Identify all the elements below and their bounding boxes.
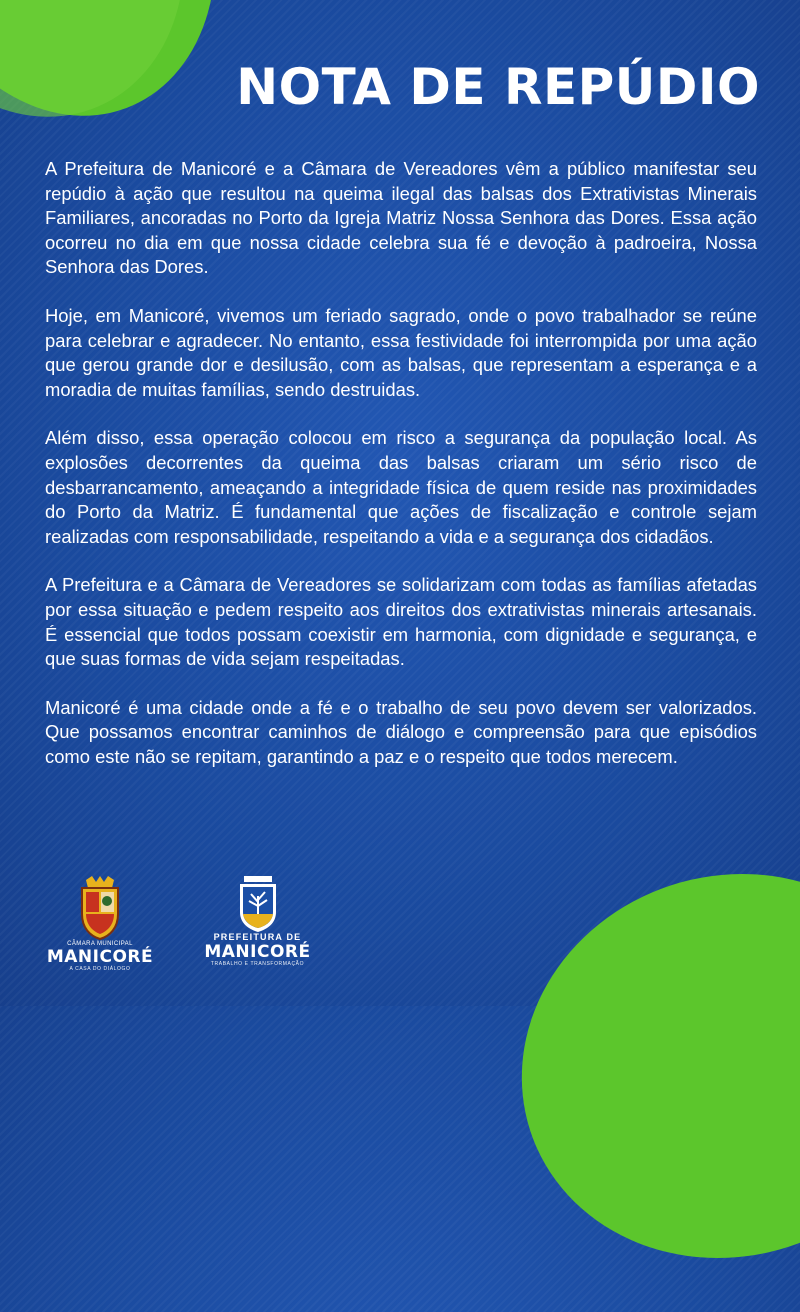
statement-body: [45, 157, 757, 793]
prefeitura-logo: [195, 876, 320, 967]
paragraph-5: Manicoré é uma cidade onde a fé e o trabalho de seu povo devem ser valorizados. Que possamos encontrar caminhos de diálogo e compreensão para que episódios como este não se repitam, garantindo a paz e o respeito que todos merecem.: [45, 696, 757, 767]
page-title: NOTA DE REPÚDIO: [236, 58, 760, 116]
bottom-right-green-shape: [472, 820, 800, 1311]
paragraph-2: Hoje, em Manicoré, vivemos um feriado sagrado, onde o povo trabalhador se reúne para celebrar e agradecer. No entanto, essa festividade foi interrompida por uma ação que gerou grande dor e desilusão, com as balsas, que representam a esperança e a moradia de muitas famílias, sendo destruidas.: [45, 304, 757, 400]
camara-tagline: A CASA DO DIÁLOGO: [69, 966, 131, 972]
crest-icon: [76, 876, 124, 940]
paragraph-4: A Prefeitura e a Câmara de Vereadores se solidarizam com todas as famílias afetadas por essa situação e pedem respeito aos direitos dos extrativistas minerais artesanais. É essencial que todos possam coexistir em harmonia, com dignidade e segurança, e que suas formas de vida sejam respeitadas.: [45, 574, 757, 670]
tree-emblem-icon: [238, 876, 278, 932]
camara-municipal-logo: [40, 876, 160, 972]
prefeitura-tagline: TRABALHO E TRANSFORMAÇÃO: [210, 961, 305, 967]
paragraph-1: A Prefeitura de Manicoré e a Câmara de Vereadores vêm a público manifestar seu repúdio à ação que resultou na queima ilegal das balsas dos Extrativistas Minerais Familiares, ancoradas no Porto da Igreja Matriz Nossa Senhora das Dores. Essa ação ocorreu no dia em que nossa cidade celebra sua fé e devoção à padroeira, Nossa Senhora das Dores.: [45, 158, 757, 278]
camara-name: MANICORÉ: [46, 947, 154, 967]
prefeitura-top-text: PREFEITURA DE: [213, 932, 302, 942]
prefeitura-name: MANICORÉ: [204, 942, 311, 962]
camara-top-text: CÂMARA MUNICIPAL: [67, 941, 133, 947]
paragraph-3: Além disso, essa operação colocou em risco a segurança da população local. As explosões decorrentes da queima das balsas criaram um sério risco de desbarrancamento, ameaçando a integridade física de quem reside nas proximidades do Porto da Matriz. É fundamental que ações de fiscalização e controle sejam realizadas com responsabilidade, respeitando a vida e a segurança dos cidadãos.: [45, 427, 757, 547]
